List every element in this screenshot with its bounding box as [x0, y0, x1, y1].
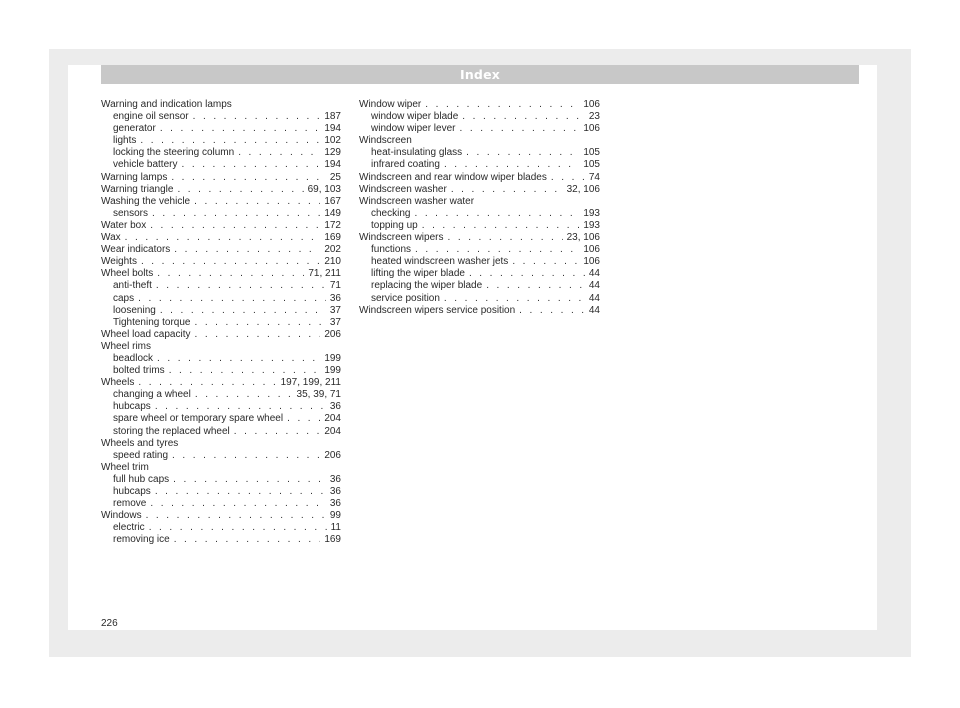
index-subentry [101, 389, 341, 401]
dot-leader [150, 498, 326, 510]
index-page-reference: 23, 106 [566, 232, 600, 244]
index-term: Windscreen washer water [359, 195, 475, 207]
index-subentry [359, 280, 600, 292]
index-subentry [359, 244, 600, 256]
dot-leader [138, 293, 326, 305]
index-subentry [101, 208, 341, 220]
index-page-reference: 36 [329, 473, 341, 485]
index-term: window wiper blade [371, 111, 459, 123]
dot-leader [141, 256, 320, 268]
index-page-reference: 204 [324, 413, 341, 425]
page-number: 226 [101, 618, 118, 629]
index-entry [101, 341, 341, 353]
index-page-reference: 172 [324, 219, 341, 231]
index-term: sensors [113, 207, 149, 219]
index-term: replacing the wiper blade [371, 280, 483, 292]
index-subentry [101, 317, 341, 329]
index-term: Warning lamps [101, 171, 168, 183]
index-page-reference: 193 [583, 219, 600, 231]
index-entry [359, 196, 600, 208]
dot-leader [414, 208, 579, 220]
index-term: heat-insulating glass [371, 147, 463, 159]
dot-leader [193, 111, 321, 123]
index-page-reference: 32, 106 [566, 183, 600, 195]
index-page-reference: 44 [588, 280, 600, 292]
index-page-reference: 25 [329, 171, 341, 183]
index-page-reference: 193 [583, 207, 600, 219]
index-subentry [101, 522, 341, 534]
index-page-reference: 106 [583, 123, 600, 135]
index-entry [101, 172, 341, 184]
dot-leader [169, 365, 321, 377]
index-page-reference: 74 [588, 171, 600, 183]
index-page-reference: 69, 103 [307, 183, 341, 195]
index-page-reference: 23 [588, 111, 600, 123]
dot-leader [171, 172, 326, 184]
dot-leader [160, 123, 321, 135]
index-term: Windscreen wipers [359, 232, 444, 244]
index-page-reference: 71 [329, 280, 341, 292]
index-term: heated windscreen washer jets [371, 256, 509, 268]
dot-leader [195, 329, 321, 341]
dot-leader [177, 184, 303, 196]
index-term: Windscreen [359, 135, 412, 147]
index-term: Weights [101, 256, 137, 268]
dot-leader [157, 353, 320, 365]
dot-leader [444, 159, 579, 171]
index-entry [101, 244, 341, 256]
index-term: lights [113, 135, 137, 147]
index-term: Water box [101, 219, 147, 231]
index-page-reference: 37 [329, 304, 341, 316]
dot-leader [155, 486, 326, 498]
index-subentry [101, 111, 341, 123]
dot-leader [195, 389, 293, 401]
dot-leader [486, 280, 585, 292]
index-page-reference: 102 [324, 135, 341, 147]
dot-leader [150, 220, 320, 232]
dot-leader [238, 147, 320, 159]
index-page-reference: 169 [324, 534, 341, 546]
index-term: Windows [101, 510, 142, 522]
dot-leader [174, 244, 320, 256]
index-page-reference: 149 [324, 207, 341, 219]
index-term: Warning triangle [101, 183, 174, 195]
index-entry [101, 220, 341, 232]
dot-leader [194, 196, 320, 208]
index-subentry [359, 123, 600, 135]
dot-leader [415, 244, 579, 256]
dot-leader [425, 99, 579, 111]
index-term: beadlock [113, 352, 154, 364]
index-entry [101, 510, 341, 522]
index-term: spare wheel or temporary spare wheel [113, 413, 284, 425]
index-entry [101, 377, 341, 389]
index-page-reference: 37 [329, 316, 341, 328]
index-page-reference: 106 [583, 244, 600, 256]
index-entry [101, 232, 341, 244]
index-term: functions [371, 244, 412, 256]
index-term: Wheel load capacity [101, 328, 191, 340]
index-term: hubcaps [113, 401, 151, 413]
index-subentry [359, 208, 600, 220]
index-term: bolted trims [113, 365, 165, 377]
index-subentry [101, 486, 341, 498]
index-page-reference: 44 [588, 292, 600, 304]
index-subentry [101, 365, 341, 377]
dot-leader [194, 317, 325, 329]
index-page-reference: 36 [329, 401, 341, 413]
index-entry [101, 256, 341, 268]
dot-leader [156, 280, 326, 292]
index-term: Windscreen and rear window wiper blades [359, 171, 547, 183]
index-column-left [101, 99, 341, 546]
index-page-reference: 36 [329, 498, 341, 510]
index-page-reference: 36 [329, 292, 341, 304]
index-page-reference: 210 [324, 256, 341, 268]
index-term: Windscreen wipers service position [359, 304, 516, 316]
index-page-reference: 36 [329, 486, 341, 497]
index-term: hubcaps [113, 486, 151, 497]
index-term: vehicle battery [113, 159, 178, 171]
index-subentry [101, 474, 341, 486]
index-term: Wheel rims [101, 340, 152, 352]
dot-leader [181, 159, 320, 171]
dot-leader [444, 293, 585, 305]
index-subentry [101, 147, 341, 159]
index-subentry [101, 159, 341, 171]
index-term: Wheel trim [101, 461, 149, 473]
index-page-reference: 35, 39, 71 [296, 389, 341, 401]
index-subentry [101, 413, 341, 425]
index-term: infrared coating [371, 159, 440, 171]
index-entry [101, 184, 341, 196]
index-entry [359, 135, 600, 147]
dot-leader [149, 522, 327, 534]
index-term: electric [113, 522, 145, 534]
index-column-right [359, 99, 600, 317]
index-subentry [101, 280, 341, 292]
index-page-reference: 11 [330, 522, 341, 534]
index-page-reference: 105 [583, 159, 600, 171]
index-term: remove [113, 498, 147, 510]
index-term: engine oil sensor [113, 111, 189, 123]
dot-leader [459, 123, 579, 135]
index-page-reference: 202 [324, 244, 341, 256]
dot-leader [469, 268, 585, 280]
index-subentry [359, 111, 600, 123]
index-page-reference: 129 [324, 147, 341, 159]
index-subentry [359, 293, 600, 305]
index-subentry [359, 268, 600, 280]
index-term: topping up [371, 219, 418, 231]
index-term: caps [113, 292, 135, 304]
index-term: generator [113, 123, 156, 135]
index-entry [359, 232, 600, 244]
index-page-reference: 194 [324, 159, 341, 171]
index-term: Washing the vehicle [101, 195, 191, 207]
index-term: Wheels and tyres [101, 437, 179, 449]
index-subentry [101, 305, 341, 317]
dot-leader [512, 256, 579, 268]
index-page-reference: 187 [324, 111, 341, 123]
index-entry [101, 329, 341, 341]
dot-leader [146, 510, 326, 522]
index-term: Warning and indication lamps [101, 99, 232, 110]
index-page-reference: 167 [324, 195, 341, 207]
dot-leader [138, 377, 276, 389]
dot-leader [173, 474, 326, 486]
index-term: full hub caps [113, 473, 170, 485]
index-term: Wax [101, 232, 121, 244]
dot-leader [519, 305, 585, 317]
index-term: loosening [113, 304, 156, 316]
index-subentry [101, 534, 341, 546]
index-term: removing ice [113, 534, 170, 546]
index-page-reference: 71, 211 [308, 268, 341, 280]
dot-leader [447, 232, 562, 244]
dot-leader [140, 135, 320, 147]
index-page-reference: 199 [324, 352, 341, 364]
index-page-reference: 204 [324, 425, 341, 437]
dot-leader [155, 401, 326, 413]
index-page-reference: 194 [324, 123, 341, 135]
index-subentry [101, 293, 341, 305]
header-bar [101, 65, 859, 84]
dot-leader [174, 534, 321, 546]
dot-leader [234, 426, 321, 438]
dot-leader [422, 220, 580, 232]
index-page-reference: 206 [324, 328, 341, 340]
page-title: Index [459, 67, 501, 82]
index-subentry [101, 426, 341, 438]
index-subentry [101, 123, 341, 135]
index-entry [359, 99, 600, 111]
dot-leader [287, 413, 320, 425]
index-term: Window wiper [359, 99, 422, 110]
index-page-reference: 99 [329, 510, 341, 522]
index-term: Wear indicators [101, 244, 171, 256]
index-subentry [101, 450, 341, 462]
index-entry [359, 172, 600, 184]
index-page-reference: 44 [588, 268, 600, 280]
index-term: service position [371, 292, 440, 304]
index-term: window wiper lever [371, 123, 456, 135]
dot-leader [462, 111, 585, 123]
index-page-reference: 206 [324, 449, 341, 461]
index-subentry [101, 498, 341, 510]
index-subentry [359, 147, 600, 159]
index-term: locking the steering column [113, 147, 235, 159]
index-entry [101, 99, 341, 111]
index-subentry [359, 256, 600, 268]
index-entry [101, 196, 341, 208]
index-page-reference: 44 [588, 304, 600, 316]
index-page-reference: 169 [324, 232, 341, 244]
index-page-reference: 199 [324, 365, 341, 377]
dot-leader [125, 232, 321, 244]
index-page-reference: 106 [583, 99, 600, 110]
index-subentry [359, 220, 600, 232]
index-term: speed rating [113, 449, 169, 461]
index-subentry [359, 159, 600, 171]
index-term: anti-theft [113, 280, 152, 292]
dot-leader [551, 172, 585, 184]
index-term: changing a wheel [113, 389, 191, 401]
index-page-reference: 106 [583, 256, 600, 268]
index-entry [359, 184, 600, 196]
dot-leader [160, 305, 326, 317]
index-term: checking [371, 207, 411, 219]
index-subentry [101, 135, 341, 147]
dot-leader [451, 184, 563, 196]
index-entry [101, 462, 341, 474]
index-page-reference: 105 [583, 147, 600, 159]
index-entry [101, 268, 341, 280]
index-term: Windscreen washer [359, 183, 447, 195]
index-entry [359, 305, 600, 317]
index-subentry [101, 353, 341, 365]
index-term: Tightening torque [113, 316, 191, 328]
dot-leader [152, 208, 320, 220]
dot-leader [172, 450, 320, 462]
index-term: Wheels [101, 377, 135, 389]
index-term: lifting the wiper blade [371, 268, 465, 280]
index-term: Wheel bolts [101, 268, 154, 280]
index-page-reference: 197, 199, 211 [280, 377, 341, 389]
dot-leader [157, 268, 304, 280]
index-entry [101, 438, 341, 450]
index-term: storing the replaced wheel [113, 425, 230, 437]
index-subentry [101, 401, 341, 413]
dot-leader [466, 147, 579, 159]
